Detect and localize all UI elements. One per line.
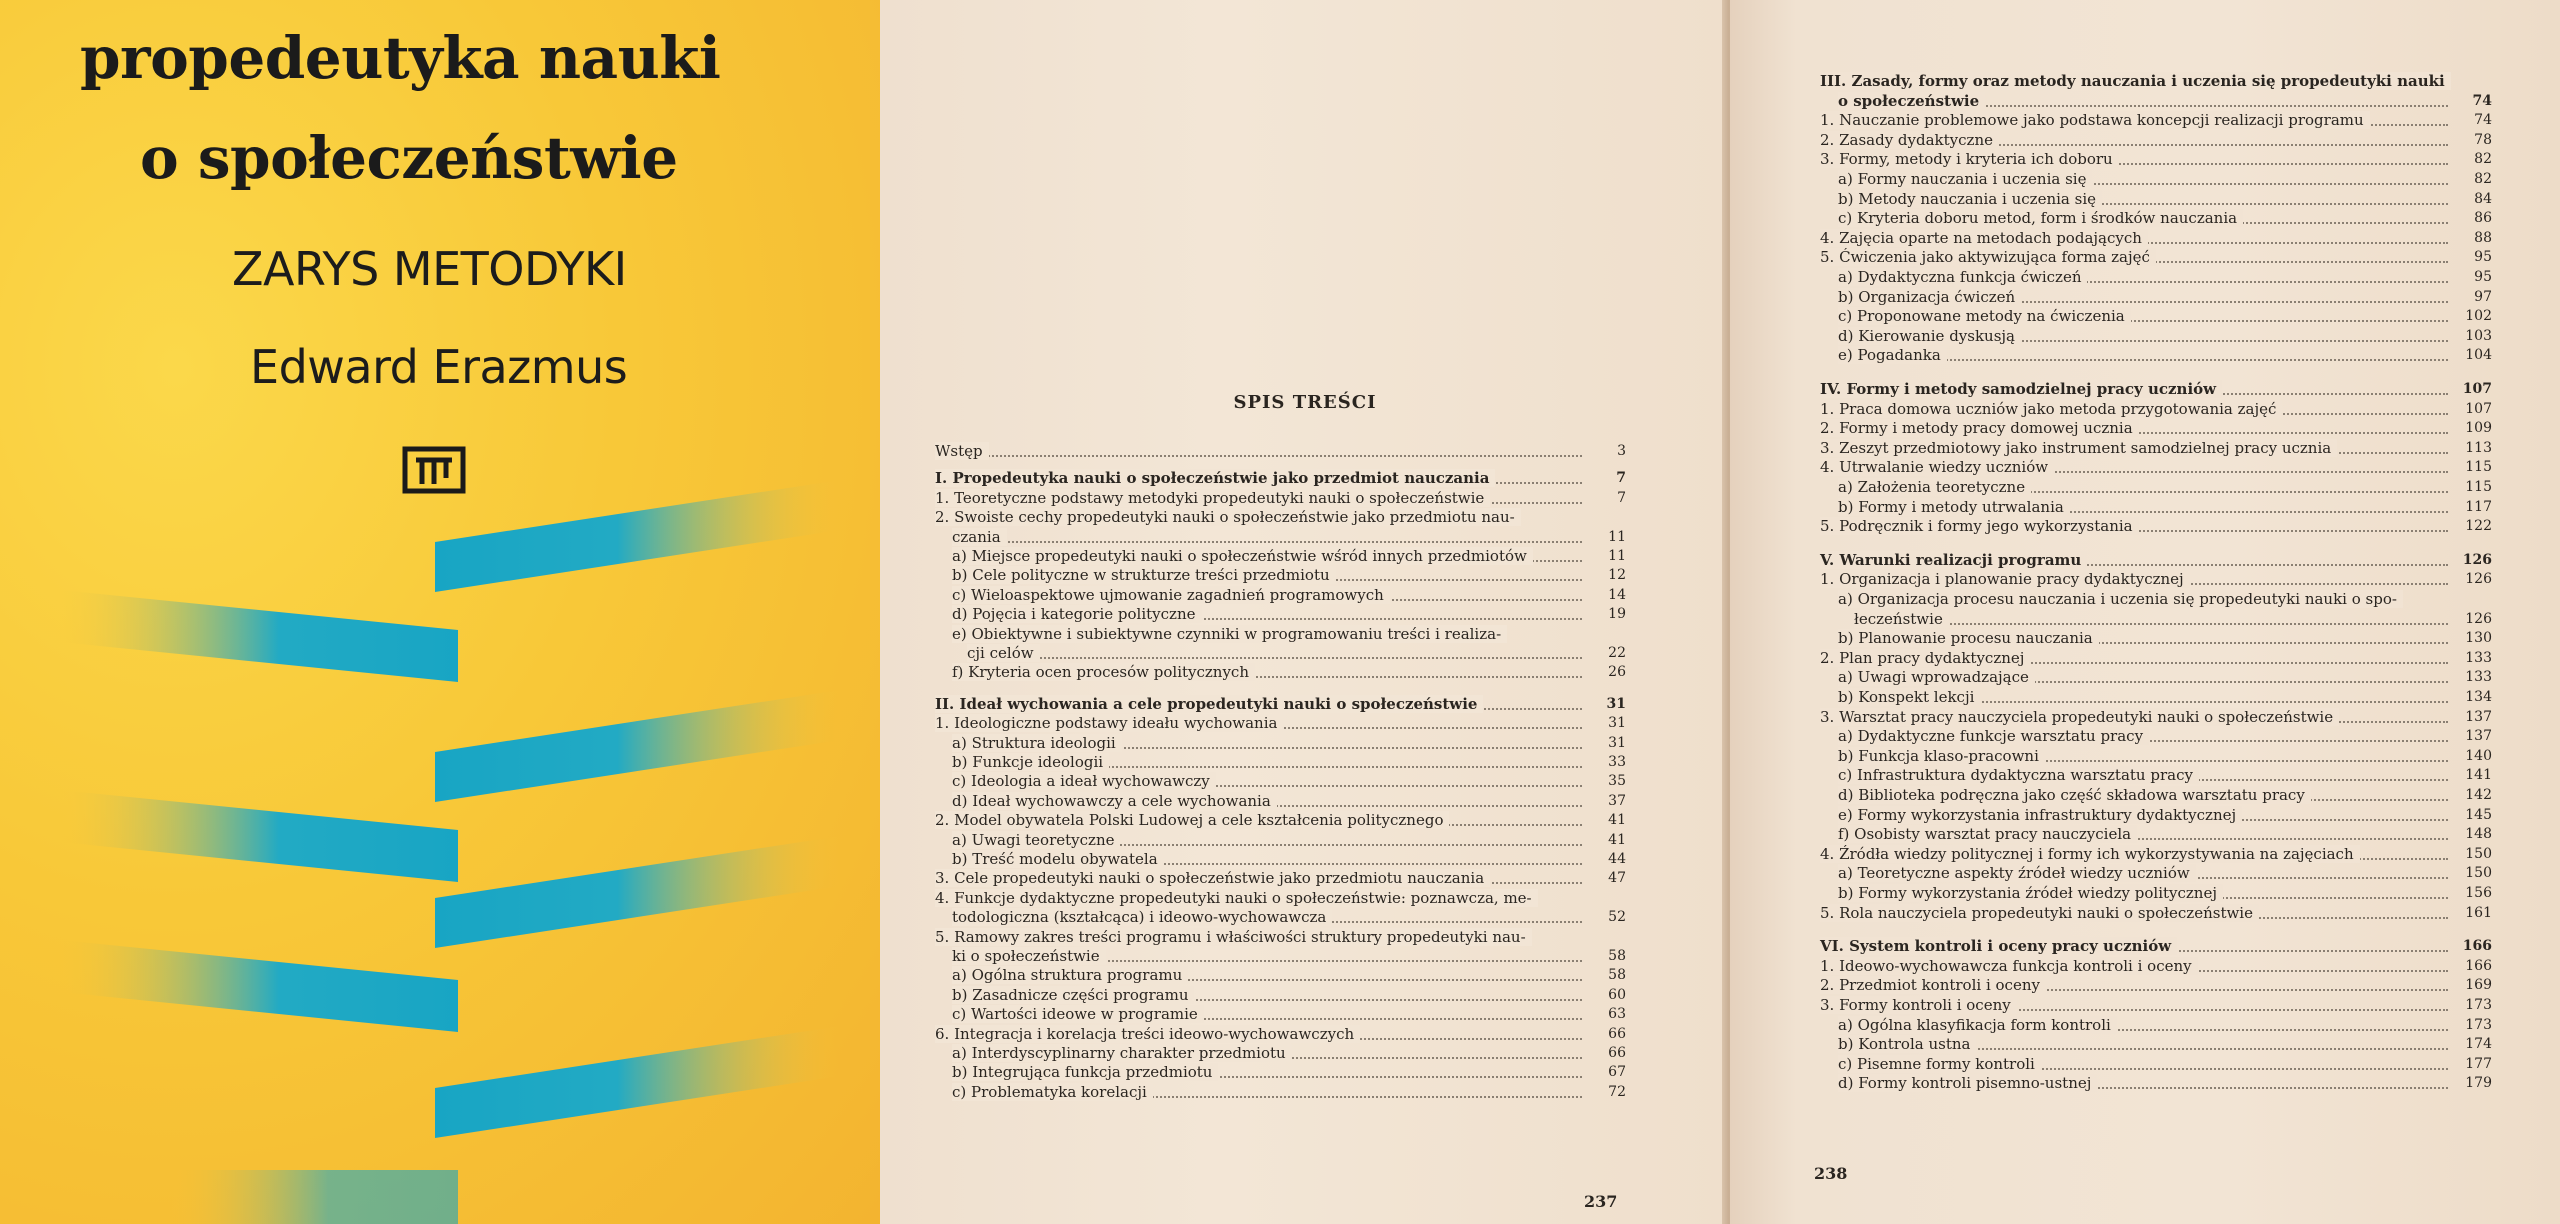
- toc-entry-page: 126: [2462, 551, 2492, 568]
- toc-entry-title: a) Teoretyczne aspekty źródeł wiedzy uczniów: [1838, 864, 2196, 882]
- toc-entry-page: 88: [2474, 229, 2492, 246]
- toc-entry: [1820, 649, 2492, 668]
- toc-entry: [952, 566, 1626, 585]
- toc-section-heading: [935, 695, 1626, 714]
- toc-entry-page: 58: [1608, 948, 1626, 964]
- teal-band-right-2: [435, 690, 840, 802]
- toc-section-heading: [1820, 72, 2492, 91]
- toc-entry-page: 134: [2465, 689, 2492, 705]
- toc-entry-title: a) Ogólna klasyfikacja form kontroli: [1838, 1016, 2117, 1034]
- toc-entry: [1838, 346, 2492, 365]
- toc-entry-page: 58: [1608, 967, 1626, 984]
- toc-entry-page: 161: [2465, 904, 2492, 921]
- toc-entry-title: Wstęp: [935, 442, 989, 460]
- toc-entry-page: 141: [2465, 767, 2492, 784]
- toc-entry-title: 1. Ideologiczne podstawy ideału wychowania: [935, 714, 1283, 732]
- toc-entry: [1838, 786, 2492, 805]
- toc-entry: [1820, 517, 2492, 536]
- toc-entry: [952, 625, 1626, 644]
- toc-entry-page: 3: [1617, 443, 1626, 459]
- toc-entry-title: e) Pogadanka: [1838, 346, 1947, 364]
- toc-entry-page: 174: [2465, 1036, 2492, 1053]
- toc-entry: [1820, 996, 2492, 1015]
- toc-entry: [952, 986, 1626, 1005]
- toc-entry-title: 5. Ćwiczenia jako aktywizująca forma zajęć: [1820, 248, 2156, 266]
- toc-entry-title: VI. System kontroli i oceny pracy uczniów: [1820, 937, 2177, 955]
- toc-entry-title: a) Miejsce propedeutyki nauki o społeczeństwie wśród innych przedmiotów: [952, 547, 1533, 565]
- toc-entry-page: 7: [1617, 489, 1626, 506]
- toc-entry: [1838, 288, 2492, 307]
- toc-entry-title: a) Uwagi teoretyczne: [952, 831, 1120, 849]
- toc-entry-page: 150: [2465, 865, 2492, 882]
- toc-entry-page: 107: [2462, 381, 2492, 397]
- toc-entry: [952, 1063, 1626, 1082]
- toc-entry: [952, 850, 1626, 869]
- toc-entry-page: 173: [2465, 1016, 2492, 1033]
- toc-entry-page: 22: [1608, 645, 1626, 661]
- toc-entry-title: f) Osobisty warsztat pracy nauczyciela: [1838, 825, 2137, 843]
- toc-entry-title: c) Proponowane metody na ćwiczenia: [1838, 307, 2131, 325]
- toc-entry-title: b) Organizacja ćwiczeń: [1838, 288, 2021, 306]
- toc-entry-page: 109: [2465, 420, 2492, 437]
- toc-entry: [1820, 904, 2492, 923]
- toc-entry: [952, 792, 1626, 811]
- toc-entry-page: 31: [1608, 715, 1626, 732]
- toc-entry-title: 1. Ideowo-wychowawcza funkcja kontroli i oceny: [1820, 957, 2198, 975]
- toc-entry: [935, 489, 1626, 508]
- toc-entry-title: 1. Teoretyczne podstawy metodyki propedeutyki nauki o społeczeństwie: [935, 489, 1490, 507]
- toc-entry-page: 72: [1608, 1083, 1626, 1100]
- toc-entry-title: IV. Formy i metody samodzielnej pracy uczniów: [1820, 380, 2222, 398]
- toc-entry: [1838, 498, 2492, 517]
- toc-entry: [935, 1025, 1626, 1044]
- toc-entry-page: 166: [2462, 938, 2492, 955]
- toc-entry: [952, 605, 1626, 624]
- toc-entry-page: 84: [2474, 190, 2492, 207]
- toc-entry: [1820, 150, 2492, 169]
- cover-title-line2: o społeczeństwie: [140, 124, 678, 192]
- toc-entry-title: c) Wartości ideowe w programie: [952, 1005, 1204, 1023]
- toc-entry: [952, 947, 1626, 966]
- toc-entry-title: d) Ideał wychowawczy a cele wychowania: [952, 792, 1277, 810]
- toc-entry-title: b) Konspekt lekcji: [1838, 688, 1980, 706]
- toc-entry-title: 1. Nauczanie problemowe jako podstawa koncepcji realizacji programu: [1820, 111, 2370, 129]
- toc-entry: [1838, 747, 2492, 766]
- toc-entry-title: b) Planowanie procesu nauczania: [1838, 629, 2099, 647]
- toc-entry-page: 74: [2472, 92, 2492, 109]
- toc-entry-title: c) Wieloaspektowe ujmowanie zagadnień programowych: [952, 586, 1390, 604]
- toc-entry-page: 117: [2465, 498, 2492, 515]
- toc-entry-page: 97: [2474, 288, 2492, 305]
- toc-entry-title: a) Założenia teoretyczne: [1838, 478, 2031, 496]
- toc-entry: [1838, 629, 2492, 648]
- toc-entry: [952, 586, 1626, 605]
- toc-entry: [935, 889, 1626, 908]
- toc-entry-page: 31: [1606, 695, 1626, 712]
- toc-entry: [1820, 845, 2492, 864]
- toc-entry-page: 74: [2474, 112, 2492, 129]
- toc-entry-page: 60: [1608, 986, 1626, 1003]
- toc-entry-title: 4. Zajęcia oparte na metodach podających: [1820, 229, 2148, 247]
- toc-entry-title: 1. Organizacja i planowanie pracy dydaktycznej: [1820, 570, 2190, 588]
- toc-entry-page: 19: [1608, 606, 1626, 623]
- toc-entry-title: d) Formy kontroli pisemno-ustnej: [1838, 1074, 2097, 1092]
- toc-entry: [1820, 458, 2492, 477]
- toc-entry: [1838, 668, 2492, 687]
- toc-entry-page: 14: [1608, 586, 1626, 603]
- toc-entry-page: 11: [1608, 548, 1626, 564]
- toc-entry: [1820, 957, 2492, 976]
- toc-entry-title: 2. Plan pracy dydaktycznej: [1820, 649, 2030, 667]
- toc-entry: [952, 528, 1626, 547]
- toc-entry-page: 179: [2465, 1075, 2492, 1092]
- toc-entry-title: 5. Podręcznik i formy jego wykorzystania: [1820, 517, 2139, 535]
- toc-entry: [1838, 590, 2492, 609]
- toc-entry-page: 173: [2465, 997, 2492, 1013]
- toc-entry-page: 115: [2465, 479, 2492, 495]
- page-number-238: 238: [1814, 1164, 1848, 1183]
- toc-entry: [935, 869, 1626, 888]
- toc-entry-page: 148: [2465, 826, 2492, 843]
- toc-entry-page: 122: [2465, 518, 2492, 535]
- toc-entry: [952, 831, 1626, 850]
- toc-entry-title: 3. Zeszyt przedmiotowy jako instrument samodzielnej pracy ucznia: [1820, 439, 2337, 457]
- toc-entry: [1838, 766, 2492, 785]
- toc-entry-page: 26: [1608, 664, 1626, 681]
- toc-entry-page: 140: [2465, 747, 2492, 764]
- toc-entry-page: 63: [1608, 1006, 1626, 1023]
- toc-entry-page: 137: [2465, 708, 2492, 725]
- toc-section-heading: [1838, 92, 2492, 111]
- toc-entry-page: 66: [1608, 1045, 1626, 1061]
- toc-entry-title: 2. Zasady dydaktyczne: [1820, 131, 1999, 149]
- toc-entry: [1820, 400, 2492, 419]
- toc-entry: [1820, 708, 2492, 727]
- toc-entry-title: a) Struktura ideologii: [952, 734, 1122, 752]
- toc-entry-page: 113: [2465, 439, 2492, 456]
- toc-entry-title: czania: [952, 528, 1007, 546]
- toc-entry-title: b) Zasadnicze części programu: [952, 986, 1194, 1004]
- toc-entry: [935, 508, 1626, 527]
- toc-entry-title: e) Formy wykorzystania infrastruktury dydaktycznej: [1838, 806, 2242, 824]
- toc-entry-page: 82: [2474, 151, 2492, 168]
- toc-entry-page: 103: [2465, 327, 2492, 344]
- toc-entry-page: 177: [2465, 1055, 2492, 1072]
- toc-entry-title: a) Organizacja procesu nauczania i uczenia się propedeutyki nauki o spo-: [1838, 590, 2403, 608]
- toc-entry-title: b) Metody nauczania i uczenia się: [1838, 190, 2102, 208]
- toc-page-238: [1730, 0, 2560, 1224]
- toc-entry-page: 67: [1608, 1064, 1626, 1081]
- toc-entry-title: todologiczna (kształcąca) i ideowo-wychowawcza: [952, 908, 1332, 926]
- toc-entry-title: 3. Warsztat pracy nauczyciela propedeutyki nauki o społeczeństwie: [1820, 708, 2339, 726]
- toc-entry: [1838, 1035, 2492, 1054]
- toc-entry: [1838, 1074, 2492, 1093]
- toc-entry-title: 2. Formy i metody pracy domowej ucznia: [1820, 419, 2139, 437]
- toc-section-heading: [1820, 551, 2492, 570]
- teal-band-right-3: [435, 836, 840, 948]
- toc-entry-page: 137: [2465, 728, 2492, 745]
- toc-entry-page: 166: [2465, 957, 2492, 974]
- toc-entry-page: 133: [2465, 669, 2492, 686]
- toc-page-237: [880, 0, 1730, 1224]
- toc-entry-title: I. Propedeutyka nauki o społeczeństwie jako przedmiot nauczania: [935, 469, 1495, 487]
- toc-entry: [1838, 688, 2492, 707]
- toc-entry-title: b) Integrująca funkcja przedmiotu: [952, 1063, 1218, 1081]
- toc-entry-page: 86: [2474, 210, 2492, 227]
- teal-band-right-1: [435, 480, 840, 592]
- toc-entry-page: 142: [2465, 787, 2492, 803]
- toc-entry-title: o społeczeństwie: [1838, 92, 1985, 110]
- toc-entry-title: d) Biblioteka podręczna jako część składowa warsztatu pracy: [1838, 786, 2311, 804]
- toc-entry-page: 126: [2465, 571, 2492, 588]
- toc-entry: [1838, 884, 2492, 903]
- toc-entry: [1838, 327, 2492, 346]
- toc-entry-title: 6. Integracja i korelacja treści ideowo-wychowawczych: [935, 1025, 1360, 1043]
- toc-entry-title: 3. Formy, metody i kryteria ich doboru: [1820, 150, 2119, 168]
- toc-entry-page: 52: [1608, 909, 1626, 926]
- teal-band-left-3: [60, 940, 458, 1032]
- toc-entry: [1838, 727, 2492, 746]
- cover-title-line1: propedeutyka nauki: [80, 24, 721, 92]
- toc-entry: [952, 1044, 1626, 1063]
- toc-entry: [1838, 268, 2492, 287]
- toc-entry-page: 107: [2465, 400, 2492, 417]
- toc-entry-page: 47: [1608, 870, 1626, 887]
- toc-entry-title: ki o społeczeństwie: [952, 947, 1106, 965]
- toc-entry: [952, 966, 1626, 985]
- teal-band-left-2: [60, 790, 458, 882]
- teal-band-left-1: [60, 590, 458, 682]
- toc-entry-title: b) Cele polityczne w strukturze treści przedmiotu: [952, 566, 1336, 584]
- toc-entry-page: 156: [2465, 885, 2492, 901]
- toc-entry: [1820, 976, 2492, 995]
- toc-heading: SPIS TREŚCI: [1233, 392, 1377, 413]
- toc-entry-page: 11: [1608, 528, 1626, 545]
- toc-entry: [952, 1005, 1626, 1024]
- toc-entry-page: 169: [2465, 977, 2492, 994]
- toc-entry-title: b) Formy i metody utrwalania: [1838, 498, 2070, 516]
- toc-entry-title: 4. Funkcje dydaktyczne propedeutyki nauki o społeczeństwie: poznawcza, me-: [935, 889, 1538, 907]
- toc-section-heading: [1820, 380, 2492, 399]
- toc-entry: [1838, 209, 2492, 228]
- toc-entry-title: 2. Swoiste cechy propedeutyki nauki o społeczeństwie jako przedmiotu nau-: [935, 508, 1521, 526]
- toc-entry-title: 2. Model obywatela Polski Ludowej a cele kształcenia politycznego: [935, 811, 1449, 829]
- toc-entry-title: f) Kryteria ocen procesów politycznych: [952, 663, 1255, 681]
- toc-entry: [952, 547, 1626, 566]
- toc-entry-title: 4. Źródła wiedzy politycznej i formy ich wykorzystywania na zajęciach: [1820, 845, 2360, 863]
- toc-entry-page: 31: [1608, 734, 1626, 751]
- toc-entry: [1820, 570, 2492, 589]
- toc-entry-page: 95: [2474, 249, 2492, 266]
- toc-entry: [952, 734, 1626, 753]
- toc-entry: [1820, 229, 2492, 248]
- toc-section-heading: [935, 469, 1626, 488]
- toc-entry-page: 12: [1608, 567, 1626, 584]
- toc-entry: [1838, 170, 2492, 189]
- toc-entry: [1820, 111, 2492, 130]
- cover-author: Edward Erazmus: [250, 340, 628, 394]
- toc-entry: [967, 644, 1626, 663]
- toc-entry-title: d) Kierowanie dyskusją: [1838, 327, 2021, 345]
- toc-entry-page: 37: [1608, 792, 1626, 809]
- toc-entry: [1838, 1055, 2492, 1074]
- toc-entry-title: 4. Utrwalanie wiedzy uczniów: [1820, 458, 2054, 476]
- toc-entry-title: 2. Przedmiot kontroli i oceny: [1820, 976, 2046, 994]
- cover-subtitle: ZARYS METODYKI: [232, 242, 627, 296]
- toc-entry: [1838, 806, 2492, 825]
- toc-entry-page: 95: [2474, 269, 2492, 285]
- toc-entry-page: 41: [1608, 831, 1626, 848]
- toc-entry: [1838, 478, 2492, 497]
- toc-entry-title: c) Infrastruktura dydaktyczna warsztatu pracy: [1838, 766, 2199, 784]
- teal-band-left-4: [170, 1170, 458, 1224]
- toc-entry-title: 5. Ramowy zakres treści programu i właściwości struktury propedeutyki nau-: [935, 928, 1532, 946]
- toc-entry: [1820, 419, 2492, 438]
- toc-entry: [1838, 190, 2492, 209]
- toc-entry-title: b) Kontrola ustna: [1838, 1035, 1976, 1053]
- toc-entry-page: 102: [2465, 308, 2492, 325]
- toc-entry: [935, 442, 1626, 461]
- toc-entry: [1838, 864, 2492, 883]
- toc-entry-page: 66: [1608, 1025, 1626, 1042]
- toc-entry-page: 33: [1608, 754, 1626, 770]
- toc-entry-page: 145: [2465, 806, 2492, 823]
- toc-entry-title: c) Pisemne formy kontroli: [1838, 1055, 2041, 1073]
- toc-entry-page: 133: [2465, 649, 2492, 666]
- toc-entry: [1838, 1016, 2492, 1035]
- toc-entry-title: V. Warunki realizacji programu: [1820, 551, 2087, 569]
- toc-entry-title: c) Problematyka korelacji: [952, 1083, 1153, 1101]
- toc-entry-page: 150: [2465, 845, 2492, 862]
- toc-entry-title: a) Ogólna struktura programu: [952, 966, 1188, 984]
- toc-entry: [1854, 610, 2492, 629]
- toc-entry-title: 3. Cele propedeutyki nauki o społeczeństwie jako przedmiotu nauczania: [935, 869, 1490, 887]
- toc-entry-title: cji celów: [967, 644, 1040, 662]
- toc-entry-title: a) Dydaktyczne funkcje warsztatu pracy: [1838, 727, 2149, 745]
- toc-entry: [952, 908, 1626, 927]
- toc-entry-title: a) Formy nauczania i uczenia się: [1838, 170, 2092, 188]
- toc-entry-title: e) Obiektywne i subiektywne czynniki w programowaniu treści i realiza-: [952, 625, 1507, 643]
- toc-entry: [935, 811, 1626, 830]
- toc-entry: [1838, 307, 2492, 326]
- book-cover: [0, 0, 880, 1224]
- toc-entry: [935, 928, 1626, 947]
- toc-entry-title: 1. Praca domowa uczniów jako metoda przygotowania zajęć: [1820, 400, 2282, 418]
- toc-entry-page: 44: [1608, 851, 1626, 867]
- toc-entry-title: c) Kryteria doboru metod, form i środków nauczania: [1838, 209, 2243, 227]
- toc-entry-page: 82: [2474, 171, 2492, 187]
- toc-entry-page: 78: [2474, 131, 2492, 148]
- cover-decoration: [0, 470, 880, 1224]
- toc-entry-page: 35: [1608, 773, 1626, 790]
- toc-entry-title: c) Ideologia a ideał wychowawczy: [952, 772, 1216, 790]
- teal-band-right-4: [435, 1026, 840, 1138]
- toc-entry-title: d) Pojęcia i kategorie polityczne: [952, 605, 1202, 623]
- toc-entry: [952, 1083, 1626, 1102]
- toc-entry-page: 104: [2465, 347, 2492, 364]
- page-number-237: 237: [1584, 1192, 1618, 1211]
- toc-entry-title: a) Dydaktyczna funkcja ćwiczeń: [1838, 268, 2087, 286]
- toc-entry-title: b) Funkcje ideologii: [952, 753, 1109, 771]
- toc-entry-title: 5. Rola nauczyciela propedeutyki nauki o społeczeństwie: [1820, 904, 2259, 922]
- toc-section-heading: [1820, 937, 2492, 956]
- toc-entry-title: łeczeństwie: [1854, 610, 1949, 628]
- toc-entry-page: 115: [2465, 459, 2492, 476]
- toc-entry-title: a) Uwagi wprowadzające: [1838, 668, 2035, 686]
- toc-entry-title: III. Zasady, formy oraz metody nauczania i uczenia się propedeutyki nauki: [1820, 72, 2451, 90]
- toc-entry-title: b) Funkcja klaso-pracowni: [1838, 747, 2045, 765]
- toc-entry-page: 126: [2465, 610, 2492, 627]
- toc-entry: [1838, 825, 2492, 844]
- toc-entry: [952, 772, 1626, 791]
- toc-entry: [952, 753, 1626, 772]
- toc-entry: [935, 714, 1626, 733]
- toc-entry-title: b) Treść modelu obywatela: [952, 850, 1164, 868]
- toc-entry-page: 130: [2465, 630, 2492, 647]
- toc-entry: [1820, 248, 2492, 267]
- toc-entry: [952, 663, 1626, 682]
- toc-entry-title: II. Ideał wychowania a cele propedeutyki nauki o społeczeństwie: [935, 695, 1483, 713]
- toc-entry: [1820, 131, 2492, 150]
- toc-entry-title: 3. Formy kontroli i oceny: [1820, 996, 2017, 1014]
- toc-entry: [1820, 439, 2492, 458]
- toc-entry-title: a) Interdyscyplinarny charakter przedmiotu: [952, 1044, 1292, 1062]
- toc-entry-title: b) Formy wykorzystania źródeł wiedzy politycznej: [1838, 884, 2223, 902]
- toc-entry-page: 7: [1616, 470, 1626, 487]
- toc-entry-page: 41: [1608, 812, 1626, 829]
